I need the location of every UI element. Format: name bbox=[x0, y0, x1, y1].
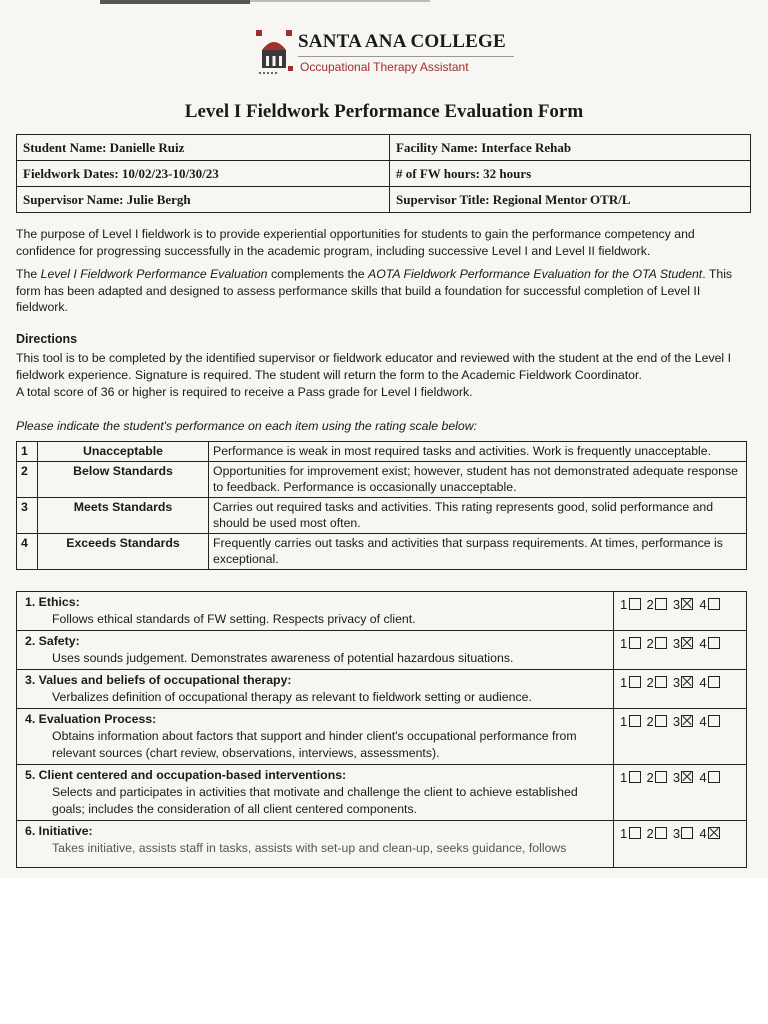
rating-number: 2 bbox=[646, 597, 654, 612]
scale-number: 4 bbox=[17, 533, 38, 569]
facility-name: Facility Name: Interface Rehab bbox=[390, 135, 751, 161]
checked-box-icon[interactable] bbox=[681, 637, 693, 649]
checkbox-icon[interactable] bbox=[629, 715, 641, 727]
rating-scale-row bbox=[17, 533, 747, 569]
item-text: Selects and participates in activities that motivate and challenge the client to achieve established goals; includes the consideration of all client centered components. bbox=[52, 785, 578, 816]
college-name: SANTA ANA COLLEGE bbox=[298, 31, 506, 52]
evaluation-item-row bbox=[17, 592, 747, 631]
evaluation-item-row bbox=[17, 709, 747, 765]
rating-number: 4 bbox=[699, 714, 707, 729]
complement-paragraph bbox=[16, 266, 752, 316]
checkbox-icon[interactable] bbox=[629, 676, 641, 688]
item-rating-cell bbox=[614, 765, 747, 821]
evaluation-item-row bbox=[17, 631, 747, 670]
item-title: 2. Safety: bbox=[25, 634, 80, 648]
item-rating-cell bbox=[614, 709, 747, 765]
rating-number: 1 bbox=[620, 597, 628, 612]
scale-label: Below Standards bbox=[38, 461, 209, 497]
rating-number: 2 bbox=[646, 770, 654, 785]
scale-description: Opportunities for improvement exist; however, student has not demonstrated adequate response to feedback. Performance is occasionally unacceptable. bbox=[209, 461, 747, 497]
scan-edge-mark bbox=[100, 0, 250, 4]
rating-number: 2 bbox=[646, 636, 654, 651]
rating-number: 4 bbox=[699, 675, 707, 690]
scale-number: 3 bbox=[17, 497, 38, 533]
checkbox-icon[interactable] bbox=[655, 676, 667, 688]
checked-box-icon[interactable] bbox=[681, 676, 693, 688]
rating-number: 3 bbox=[672, 675, 681, 690]
checkbox-icon[interactable] bbox=[629, 827, 641, 839]
rating-number: 1 bbox=[620, 714, 628, 729]
logo-divider bbox=[298, 56, 514, 57]
item-rating-cell bbox=[614, 592, 747, 631]
scale-number: 1 bbox=[17, 442, 38, 462]
directions-score-requirement: A total score of 36 or higher is required to receive a Pass grade for Level I fieldwork. bbox=[16, 385, 473, 399]
rating-number: 3 bbox=[672, 826, 681, 841]
checked-box-icon[interactable] bbox=[708, 827, 720, 839]
checkbox-icon[interactable] bbox=[655, 637, 667, 649]
scale-description: Frequently carries out tasks and activities that surpass requirements. At times, performance is exceptional. bbox=[209, 533, 747, 569]
checkbox-icon[interactable] bbox=[655, 771, 667, 783]
scale-number: 2 bbox=[17, 461, 38, 497]
supervisor-title: Supervisor Title: Regional Mentor OTR/L bbox=[390, 187, 751, 213]
checkbox-icon[interactable] bbox=[708, 637, 720, 649]
complement-text: . This form has been adapted and designed to assess performance skills that build a foundation for successful completion of Level II fieldwork. bbox=[16, 267, 733, 314]
rating-number: 3 bbox=[672, 714, 681, 729]
item-description-cell bbox=[17, 592, 614, 631]
fieldwork-dates: Fieldwork Dates: 10/02/23-10/30/23 bbox=[17, 161, 390, 187]
checked-box-icon[interactable] bbox=[681, 771, 693, 783]
complement-aota-name: AOTA Fieldwork Performance Evaluation for the OTA Student bbox=[368, 267, 703, 281]
checkbox-icon[interactable] bbox=[629, 771, 641, 783]
item-text: Uses sounds judgement. Demonstrates awareness of potential hazardous situations. bbox=[52, 651, 514, 665]
rating-number: 2 bbox=[646, 714, 654, 729]
college-logo-icon bbox=[254, 28, 294, 76]
rating-number: 3 bbox=[672, 636, 681, 651]
checkbox-icon[interactable] bbox=[629, 598, 641, 610]
rating-number: 1 bbox=[620, 675, 628, 690]
item-description-cell bbox=[17, 709, 614, 765]
scale-description: Performance is weak in most required tasks and activities. Work is frequently unacceptable. bbox=[209, 442, 747, 462]
scale-label: Unacceptable bbox=[38, 442, 209, 462]
item-title: 1. Ethics: bbox=[25, 595, 80, 609]
checkbox-icon[interactable] bbox=[655, 598, 667, 610]
scale-label: Exceeds Standards bbox=[38, 533, 209, 569]
rating-number: 1 bbox=[620, 826, 628, 841]
evaluation-item-row bbox=[17, 821, 747, 868]
checkbox-icon[interactable] bbox=[708, 676, 720, 688]
checkbox-icon[interactable] bbox=[629, 637, 641, 649]
student-name: Student Name: Danielle Ruiz bbox=[17, 135, 390, 161]
purpose-paragraph: The purpose of Level I fieldwork is to provide experiential opportunities for students to gain the performance competency and confidence for progressing successfully in the academic program, including successive Level I and Level II fieldwork. bbox=[16, 227, 695, 258]
item-text: Follows ethical standards of FW setting. Respects privacy of client. bbox=[52, 612, 416, 626]
checkbox-icon[interactable] bbox=[708, 715, 720, 727]
rating-number: 1 bbox=[620, 636, 628, 651]
item-text: Takes initiative, assists staff in tasks, assists with set-up and clean-up, seeks guidance, follows bbox=[52, 841, 567, 855]
scale-description: Carries out required tasks and activities. This rating represents good, solid performance and should be used most often. bbox=[209, 497, 747, 533]
rating-scale-table bbox=[16, 441, 747, 570]
rating-scale-row bbox=[17, 442, 747, 462]
rating-number: 3 bbox=[672, 770, 681, 785]
scale-label: Meets Standards bbox=[38, 497, 209, 533]
rating-number: 3 bbox=[672, 597, 681, 612]
checkbox-icon[interactable] bbox=[708, 598, 720, 610]
rating-number: 4 bbox=[699, 826, 707, 841]
program-name: Occupational Therapy Assistant bbox=[300, 60, 469, 74]
item-description-cell bbox=[17, 765, 614, 821]
item-description-cell bbox=[17, 631, 614, 670]
checkbox-icon[interactable] bbox=[681, 827, 693, 839]
supervisor-name: Supervisor Name: Julie Bergh bbox=[17, 187, 390, 213]
rating-number: 4 bbox=[699, 597, 707, 612]
fieldwork-hours: # of FW hours: 32 hours bbox=[390, 161, 751, 187]
item-title: 4. Evaluation Process: bbox=[25, 712, 157, 726]
directions-text: This tool is to be completed by the identified supervisor or fieldwork educator and reviewed with the student at the end of the Level I fieldwork experience. Signature is required. The student will return the form to the Academic Fieldwork Coordinator. bbox=[16, 351, 731, 382]
student-info-table bbox=[16, 134, 751, 213]
rating-scale-instructions: Please indicate the student's performance on each item using the rating scale below: bbox=[16, 419, 478, 433]
checkbox-icon[interactable] bbox=[655, 827, 667, 839]
rating-scale-row bbox=[17, 461, 747, 497]
rating-scale-row bbox=[17, 497, 747, 533]
form-title: Level I Fieldwork Performance Evaluation Form bbox=[184, 101, 584, 122]
evaluation-item-row bbox=[17, 765, 747, 821]
item-rating-cell bbox=[614, 821, 747, 868]
item-title: 6. Initiative: bbox=[25, 824, 93, 838]
evaluation-items-table bbox=[16, 591, 747, 868]
rating-number: 2 bbox=[646, 826, 654, 841]
item-text: Verbalizes definition of occupational therapy as relevant to fieldwork setting or audience. bbox=[52, 690, 532, 704]
evaluation-item-row bbox=[17, 670, 747, 709]
checked-box-icon[interactable] bbox=[681, 598, 693, 610]
complement-text: complements the bbox=[267, 267, 369, 281]
scan-edge-mark bbox=[250, 0, 430, 2]
rating-number: 4 bbox=[699, 770, 707, 785]
rating-number: 2 bbox=[646, 675, 654, 690]
checked-box-icon[interactable] bbox=[681, 715, 693, 727]
item-title: 5. Client centered and occupation-based interventions: bbox=[25, 768, 347, 782]
directions-heading: Directions bbox=[16, 332, 78, 346]
item-description-cell bbox=[17, 670, 614, 709]
item-title: 3. Values and beliefs of occupational therapy: bbox=[25, 673, 292, 687]
complement-form-name: Level I Fieldwork Performance Evaluation bbox=[40, 267, 268, 281]
item-rating-cell bbox=[614, 631, 747, 670]
rating-number: 1 bbox=[620, 770, 628, 785]
item-text: Obtains information about factors that support and hinder client's occupational performance from relevant sources (chart review, observations, interviews, assessments). bbox=[52, 729, 577, 760]
rating-number: 4 bbox=[699, 636, 707, 651]
checkbox-icon[interactable] bbox=[655, 715, 667, 727]
item-rating-cell bbox=[614, 670, 747, 709]
item-description-cell bbox=[17, 821, 614, 868]
checkbox-icon[interactable] bbox=[708, 771, 720, 783]
complement-text: The bbox=[16, 267, 41, 281]
